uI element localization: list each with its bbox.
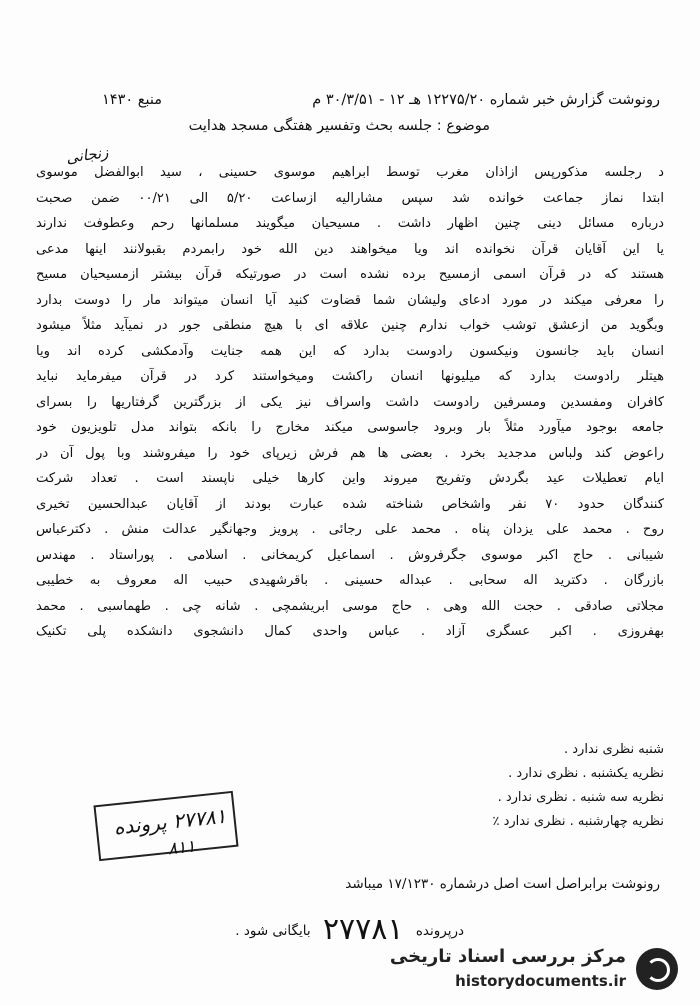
copy-note: رونوشت برابراصل است اصل درشماره ۱۷/۱۲۳۰ میباشد bbox=[345, 876, 660, 892]
body-line: مجلاتی صادقی . حجت الله وهی . حاج موسی ابریشمچی . شانه چی . طهماسبی . محمد bbox=[36, 598, 664, 614]
report-header bbox=[40, 92, 660, 118]
body-line: روح . محمد علی یزدان پناه . محمد علی رجائی . پرویز وجهانگیر عدالت منش . دکترعباس bbox=[36, 522, 664, 537]
archive-logo-icon bbox=[636, 948, 678, 990]
file-stamp bbox=[93, 791, 238, 861]
archive-suffix: بایگانی شود . bbox=[235, 923, 311, 939]
body-line: یا این آقایان قرآن نخوانده اند ویا میخواهند دین الله خود رابمردم بقبولانند اینها مدعی bbox=[36, 241, 664, 257]
watermark-title: مرکز بررسی اسناد تاریخی bbox=[389, 946, 626, 967]
body-line: د رجلسه مذکورپس ازاذان مغرب توسط ابراهیم موسوی حسینی ، سید ابوالفضل موسوی bbox=[36, 165, 664, 180]
opinion-line: نظریه سه شنبه . نظری ندارد . bbox=[497, 790, 664, 805]
report-subject: موضوع : جلسه بحث وتفسیر هفتگی مسجد هدایت bbox=[188, 118, 490, 134]
body-line: بازرگان . دکترید اله سحابی . عبداله حسینی . باقرشهیدی حبیب اله معروف به خطیبی bbox=[36, 573, 664, 588]
body-line: وبگوید من ازعشق توشب خواب ندارم چنین علاقه ای با هیچ منطقی جور در نمیآید مثلاً میشود bbox=[36, 318, 664, 333]
handwritten-note: زنجانی bbox=[64, 143, 110, 167]
body-line: جامعه بوجود میآورد مثلاً بار وبرود جاسوسی میکند مخارج را بانکه بتواند مدل تلویزیون خود bbox=[36, 420, 664, 435]
body-line: کنندگان حدود ۷۰ نفر واشخاص شناخته شده عبارت بودند از آقایان عبدالحسین تخیری bbox=[36, 496, 664, 512]
report-body bbox=[36, 160, 664, 645]
archive-prefix: درپرونده bbox=[415, 923, 464, 939]
opinion-line: نظریه چهارشنبه . نظری ندارد ٪ bbox=[492, 814, 664, 829]
body-line: ایام تعطیلات عید بگردش وتفریح میروند واین کارها خیلی ناپسند است . تعداد شرکت bbox=[36, 471, 664, 486]
opinion-line: شنبه نظری ندارد . bbox=[564, 742, 664, 757]
body-line: هیتلر رادوست بدارد که میلیونها انسان راکشت ومیخواستند کرد در قرآن میفرماید نباید bbox=[36, 369, 664, 384]
body-line: ابتدا نماز جماعت خوانده شد سپس مشارالیه ازساعت ۵/۲۰ الی ۰۰/۲۱ ضمن صحبت bbox=[36, 190, 664, 206]
watermark bbox=[382, 940, 682, 1000]
opinions-block bbox=[344, 738, 664, 834]
body-line: هستند که در قرآن اسمی ازمسیح برده نشده است در صورتیکه قرآن بیشتر ازمسیحیان مسیح bbox=[36, 267, 664, 282]
watermark-url: historydocuments.ir bbox=[455, 972, 626, 990]
body-line: راعوض کند ولباس مدجدید بخرد . بعضی ها هم فرش زیرپای خود را میفروشند وبا پول آن در bbox=[36, 445, 664, 461]
file-number: ۲۷۷۸۱ bbox=[322, 912, 404, 947]
body-line: درباره مسائل دینی چنین اظهار داشت . مسیحیان میگویند مسلمانها رحم وعطوفت ندارند bbox=[36, 216, 664, 231]
stamp-text: ۲۷۷۸۱ پرونده bbox=[112, 803, 228, 840]
body-line: را معرفی میکند در مورد ادعای ولیشان شما قضاوت کنید آیا انسان میتواند مار را دوست بدارد bbox=[36, 292, 664, 308]
opinion-line: نظریه یکشنبه . نظری ندارد . bbox=[508, 766, 664, 781]
body-line: انسان باید جانسون ونیکسون رادوست بدارد که این همه جنایت وآدمکشی کرده اند ویا bbox=[36, 343, 664, 359]
body-line: کافران ومفسدین ومسرفین رادوست داشت واسراف نیز یکی از بزرگترین گرفتاریها را بسرای bbox=[36, 394, 664, 410]
report-reference: رونوشت گزارش خبر شماره ۱۲۲۷۵/۲۰ هـ ۱۲ - ۳۰/۳/۵۱ م bbox=[312, 92, 660, 108]
body-line: بهفروزی . اکبر عسگری آزاد . عباس واحدی کمال دانشجوی دانشکده پلی تکنیک bbox=[36, 624, 664, 639]
stamp-number: ۸۱۱ bbox=[167, 836, 197, 860]
body-line: شیبانی . حاج اکبر موسوی جگرفروش . اسماعیل کریمخانی . اسلامی . پوراستاد . مهندس bbox=[36, 547, 664, 563]
report-source: منبع ۱۴۳۰ bbox=[102, 92, 163, 108]
